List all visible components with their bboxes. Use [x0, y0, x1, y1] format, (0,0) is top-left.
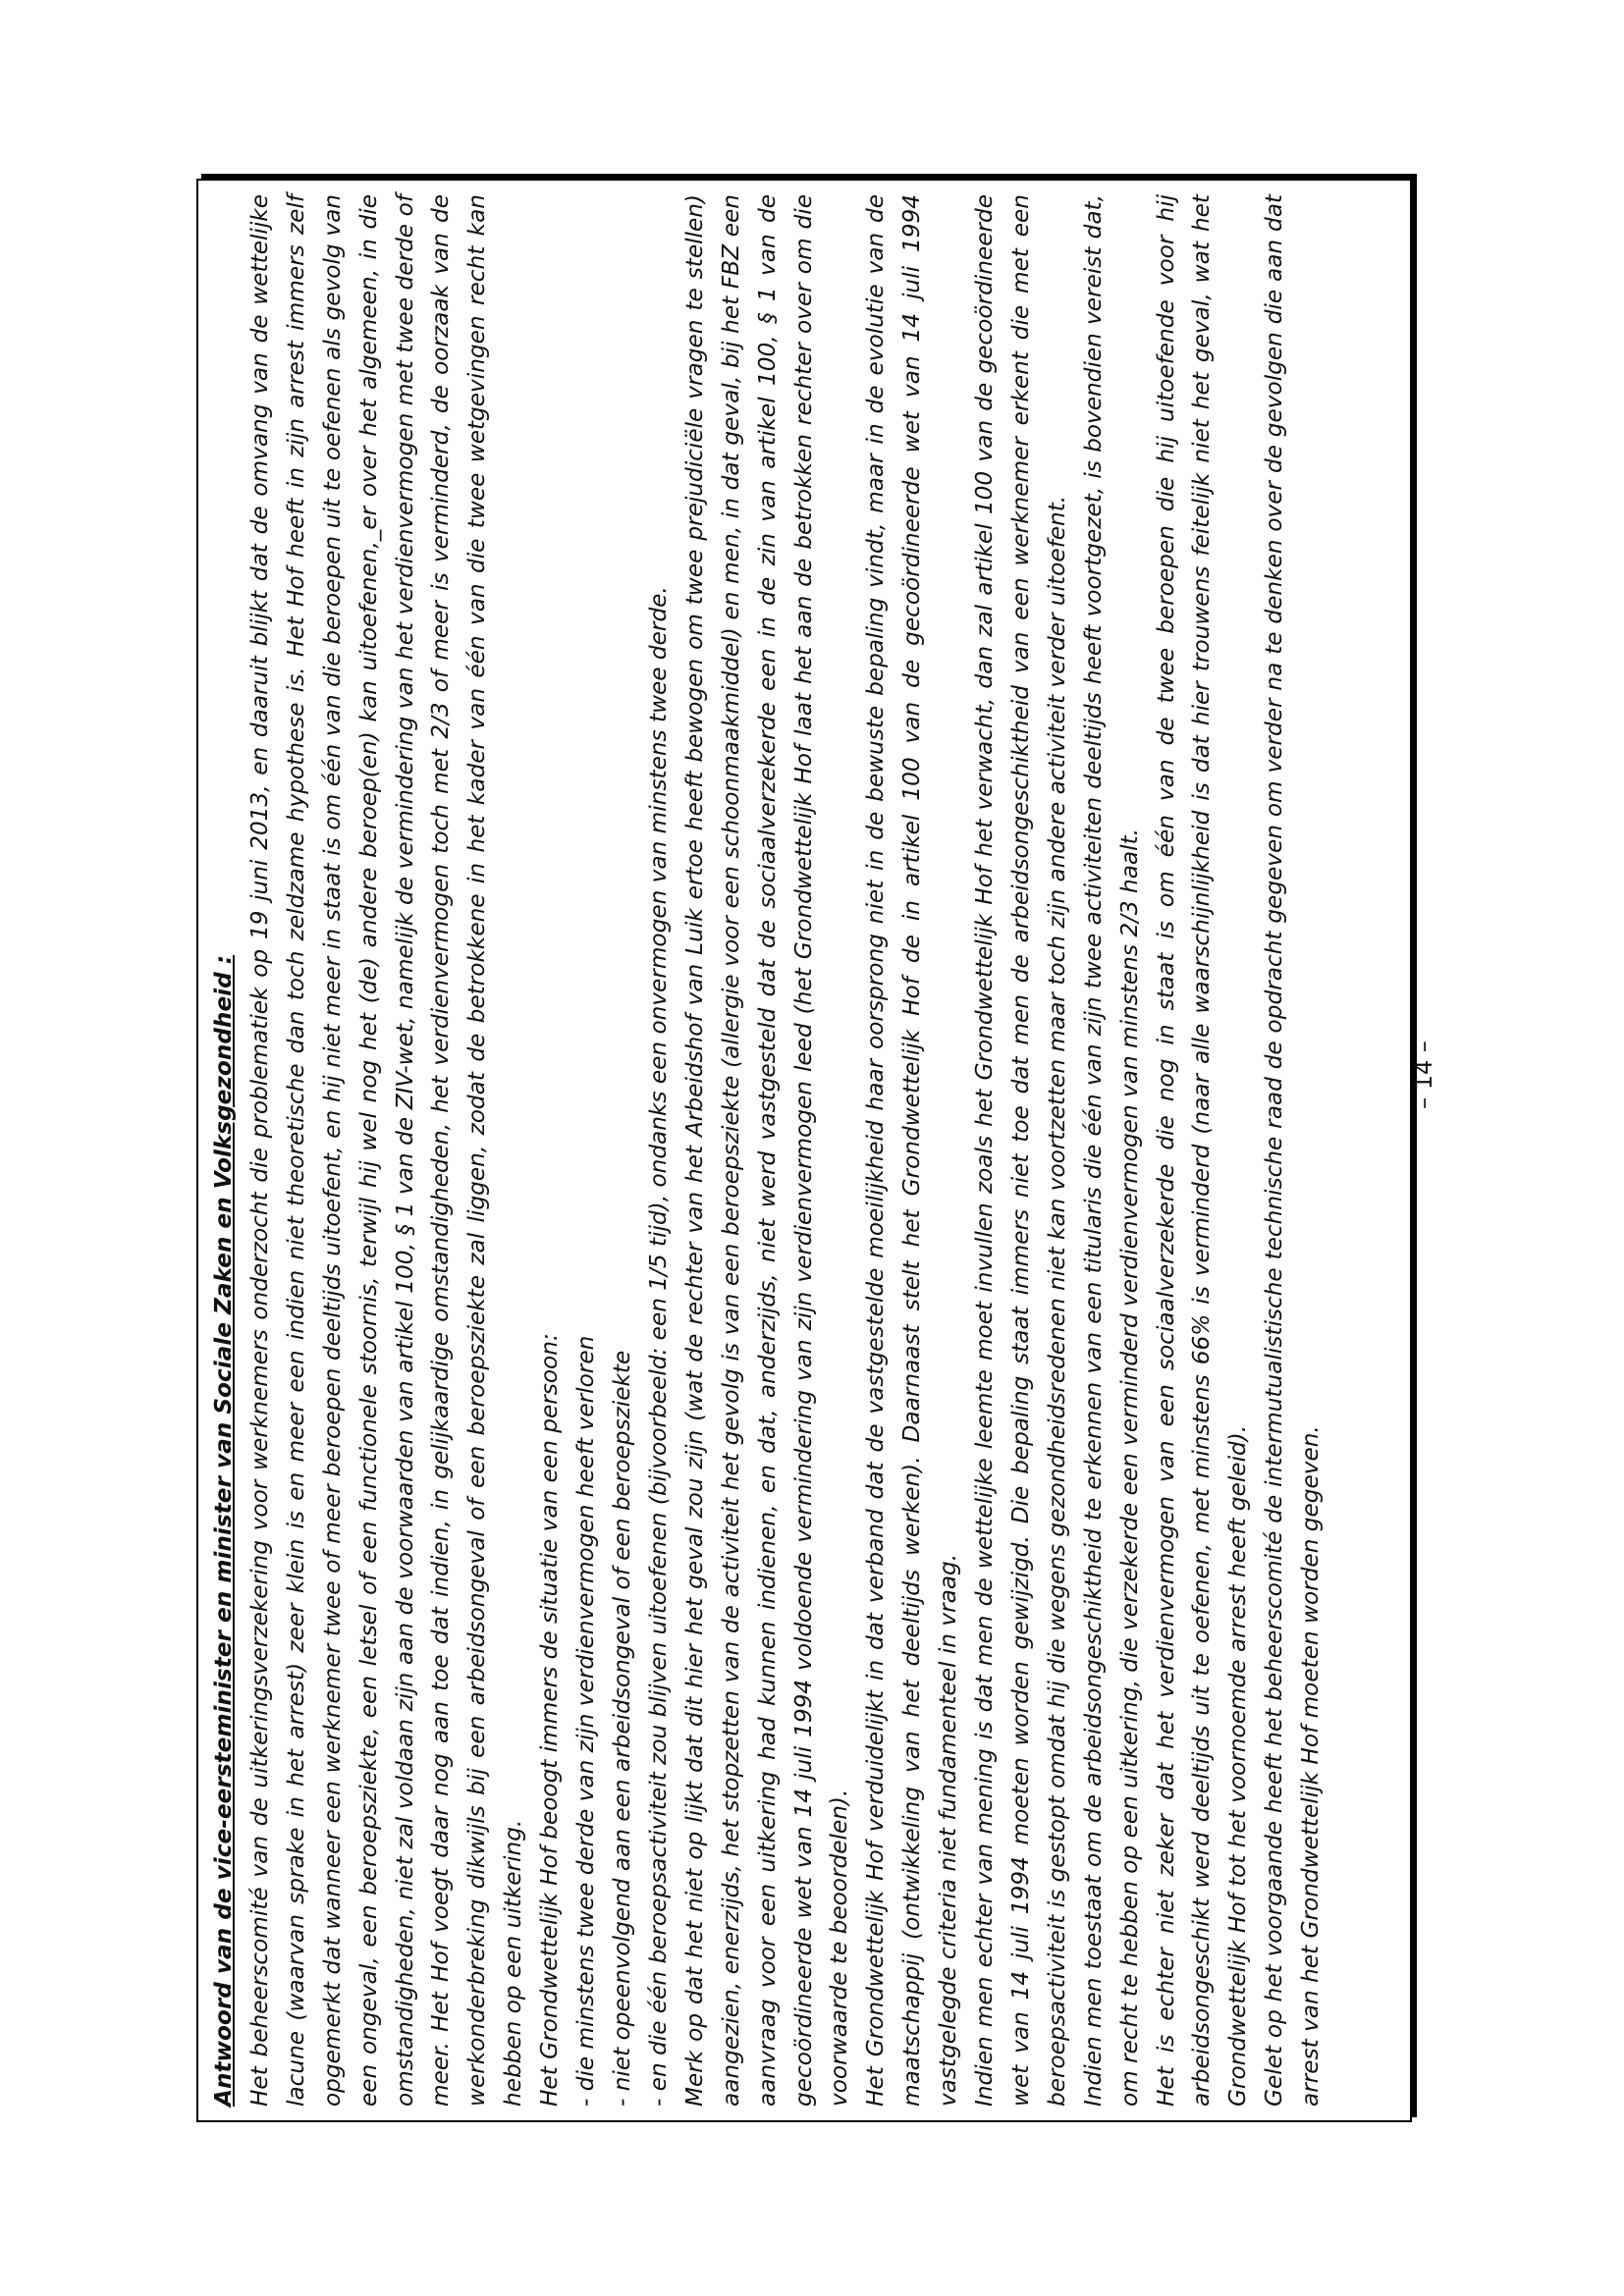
paragraph-2: Het Grondwettelijk Hof beoogt immers de situatie van een persoon:	[536, 1333, 564, 2107]
list-item-1: - die minstens twee derde van zijn verdienvermogen heeft verloren	[572, 1335, 600, 2107]
answer-box	[196, 179, 1412, 2122]
paragraph-1: Het beheerscomité van de uitkeringsverzekering voor werknemers onderzocht die problematiek op 19 juni 2013, en daaruit blijkt dat de omvang van de wettelijke lacune (waarvan sprake in het arrest) zeer klein is en meer een indien niet theoretische dan toch zeldzame hypothese is. Het Hof heeft in zijn arrest immers zelf opgemerkt dat wanneer een werknemer twee of meer beroepen deeltijds uitoefent, en hij niet meer in staat is om één van die beroepen uit te oefenen als gevolg van een ongeval, een beroepsziekte, een letsel of een functionele stoornis, terwijl hij wel nog het (de) andere beroep(en) kan uitoefenen,_er over het algemeen, in die omstandigheden, niet zal voldaan zijn aan de voorwaarden van artikel 100, § 1 van de ZIV-wet, namelijk de vermindering van het verdienvermogen met twee derde of meer. Het Hof voegt daar nog aan toe dat indien, in gelijkaardige omstandigheden, het verdienvermogen toch met 2/3 of meer is verminderd, de oorzaak van de werkonderbreking dikwijls bij een arbeidsongeval of een beroepsziekte zal liggen, zodat de betrokkene in het kader van één van die twee wetgevingen recht kan hebben op een uitkering.	[245, 194, 527, 2107]
paragraph-8: Gelet op het voorgaande heeft het beheerscomité de intermutualistische technische raad de opdracht gegeven om verder na te denken over de gevolgen die aan dat arrest van het Grondwettelijk Hof moeten worden gegeven.	[1261, 194, 1325, 2107]
list-item-3: - en die één beroepsactiviteit zou blijven uitoefenen (bijvoorbeeld: een 1/5 tijd), ondanks een onvermogen van minstens twee derde.	[644, 586, 672, 2107]
paragraph-3: Merk op dat het niet op lijkt dat dit hier het geval zou zijn (wat de rechter van het Arbeidshof van Luik ertoe heeft bewogen om twee prejudiciële vragen te stellen) aangezien, enerzijds, het stopzetten van de activiteit het gevolg is van een beroepsziekte (allergie voor een schoonmaakmiddel) en men, in dat geval, bij het FBZ een aanvraag voor een uitkering had kunnen indienen, en dat, anderzijds, niet werd vastgesteld dat de sociaalverzekerde een in de zin van artikel 100, § 1 van de gecoördineerde wet van 14 juli 1994 voldoende vermindering van zijn verdienvermogen leed (het Grondwettelijk Hof laat het aan de betrokken rechter over om die voorwaarde te beoordelen).	[680, 194, 853, 2107]
paragraph-4: Het Grondwettelijk Hof verduidelijkt in dat verband dat de vastgestelde moeilijkheid haar oorsprong niet in de bewuste bepaling vindt, maar in de evolutie van de maatschappij (ontwikkeling van het deeltijds werken). Daarnaast stelt het Grondwettelijk Hof de in artikel 100 van de gecoördineerde wet van 14 juli 1994 vastgelegde criteria niet fundamenteel in vraag.	[862, 194, 962, 2107]
paragraph-6: Indien men toestaat om de arbeidsongeschiktheid te erkennen van een titularis die één van zijn twee activiteiten deeltijds heeft voortgezet, is bovendien vereist dat, om recht te hebben op een uitkering, die verzekerde een verminderd verdienvermogen van minstens 2/3 haalt.	[1079, 194, 1143, 2107]
answer-heading: Antwoord van de vice-eersteminister en minister van Sociale Zaken en Volksgezondheid :	[210, 954, 237, 2107]
list-item-2: - niet opeenvolgend aan een arbeidsongeval of een beroepsziekte	[608, 1350, 635, 2107]
paragraph-7: Het is echter niet zeker dat het verdienvermogen van een sociaalverzekerde die nog in staat is om één van de twee beroepen die hij uitoefende voor hij arbeidsongeschikt werd deeltijds uit te oefenen, met minstens 66% is verminderd (naar alle waarschijnlijkheid is dat hier trouwens feitelijk niet het geval, wat het Grondwettelijk Hof tot het voornoemde arrest heeft geleid).	[1152, 194, 1252, 2107]
page-number: – 14 –	[1410, 1041, 1437, 1109]
paragraph-5: Indien men echter van mening is dat men de wettelijke leemte moet invullen zoals het Grondwettelijk Hof het verwacht, dan zal artikel 100 van de gecoördineerde wet van 14 juli 1994 moeten worden gewijzigd. Die bepaling staat immers niet toe dat men de arbeidsongeschiktheid van een werknemer erkent die met een beroepsactiviteit is gestopt omdat hij die wegens gezondheidsredenen niet kan voortzetten maar toch zijn andere activiteit verder uitoefent.	[971, 194, 1070, 2107]
